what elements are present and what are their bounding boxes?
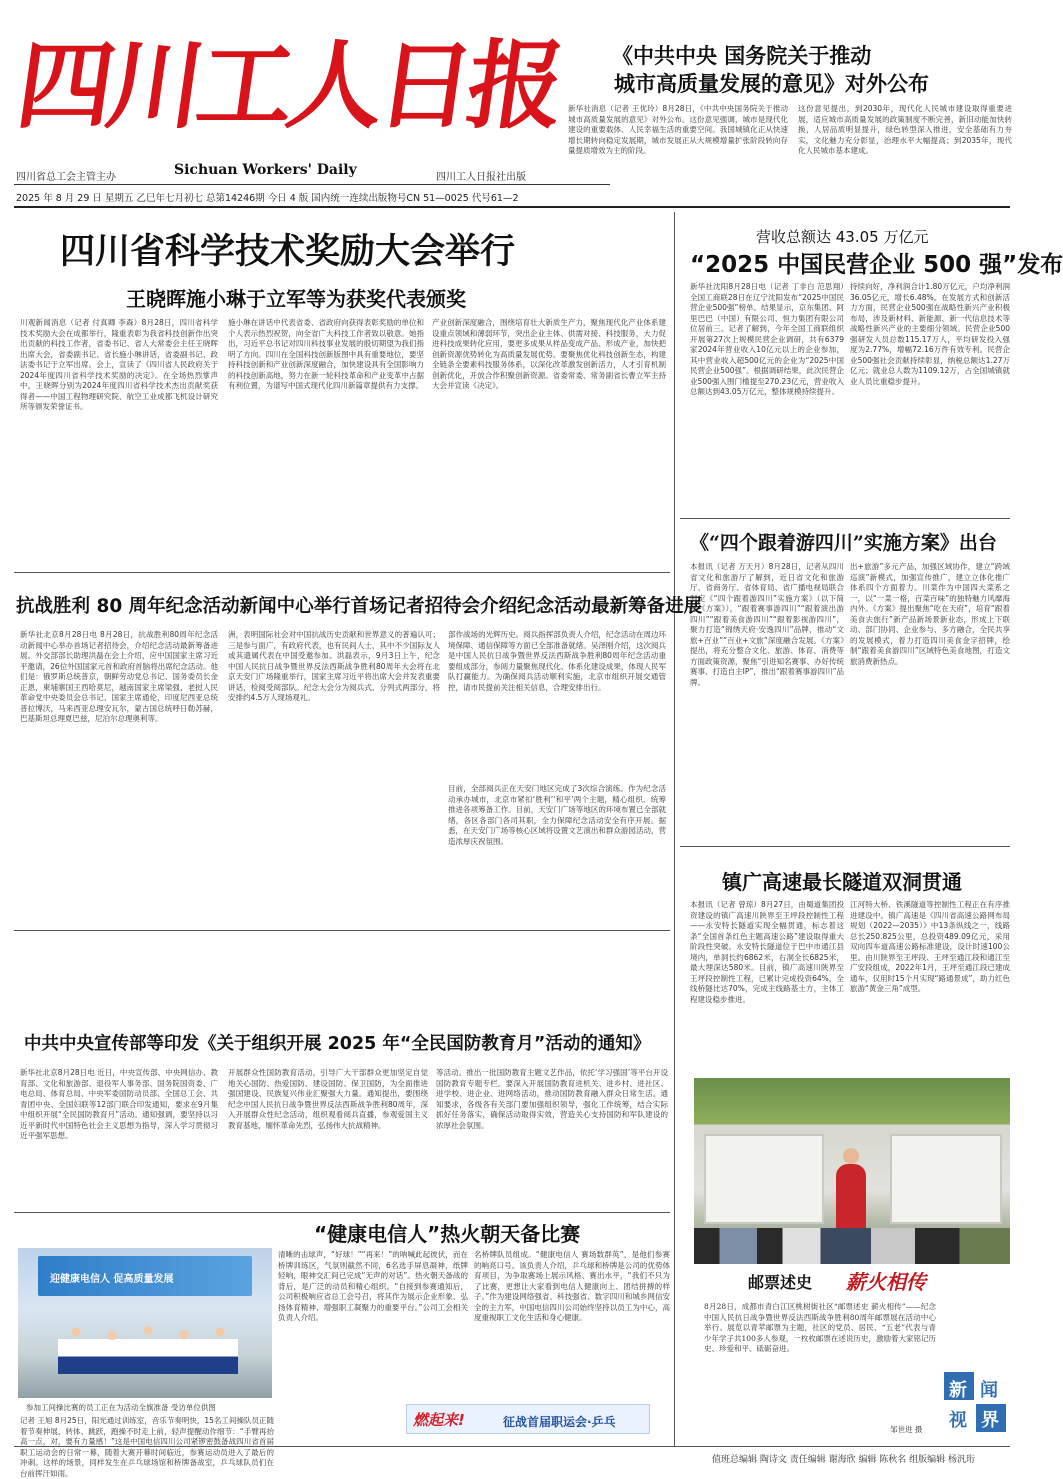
person-head — [843, 1148, 859, 1164]
private500-col2: 持续向好，净利润合计1.80万亿元，户均净利润36.05亿元，增长6.48%。在发展方式和创新活力方面，民营企业500强在战略性新兴产业积极布局，涉及新材料、新能源、新一代信息技术等战略性新兴产业的主要细分领域。民营企业500强研发人员总数115.17万人，平均研发投入强度为2.77%，增幅72.16万件有效专利。民营企业500强社会贡献持续彰显，纳税总额达1.27万亿元；就业总人数为1109.12万，占全国城镇就业人员比重稳步提升。 — [850, 282, 1010, 386]
masthead-rule — [14, 184, 610, 185]
memorial-col2: 洲，表明国际社会对中国抗战历史贡献和世界意义的普遍认可；三是参与面广，有政府代表，也有民间人士，其中不少国际友人或其遗属代表在中国受邀参加。洪磊表示，9月3日上午，纪念中国人民抗日战争暨世界反法西斯战争胜利80周年大会将在北京天安门广场隆重举行，国家主席习近平将出席大会并发表重要讲话，检阅受阅部队。纪念大会分为阅兵式、分列式两部分，将安排约4.5万人现场观礼。 — [228, 630, 440, 702]
lead-subhead: 王晓晖施小琳于立军等为获奖代表颁奖 — [126, 287, 466, 311]
right-divider-2 — [680, 846, 1010, 847]
top-divider — [14, 206, 1010, 208]
tunnel-headline[interactable]: 镇广高速最长隧道双洞贯通 — [722, 870, 962, 894]
performers — [58, 1318, 238, 1388]
telecom-col1: 记者 王旭 8月25日，阳光通过训练室，音乐节奏明快，15名工间操队员正随着节奏伸展、转体、跳跃，跑操不时走上前，轻声提醒动作细节：“手臂再抬高一点，对，要有力量感！”这是中国电信四川公司紧锣密鼓备战四川省首届职工运动会的日常一幕，随着大赛开幕时间临近，参赛运动员进入了最后的冲刺。这样的场景，同样发生在乒乓球场馆和桥牌备战室，乒乓球队员们在台前挥汗如雨。 — [20, 1416, 274, 1478]
stamp-title: 邮票述史 — [748, 1273, 813, 1292]
lead-headline[interactable]: 四川省科学技术奖励大会举行 — [60, 231, 516, 272]
defense-headline[interactable]: 中共中央宣传部等印发《关于组织开展 2025 年“全民国防教育月”活动的通知》 — [24, 1034, 651, 1054]
right-divider-1 — [680, 518, 1010, 519]
exhibit-board-2 — [890, 1134, 1002, 1224]
tag-char-1: 新 — [949, 1380, 967, 1401]
person-red-vest — [836, 1164, 866, 1234]
memorial-col3: 部作战场的光辉历史。阅兵指挥部负责人介绍，纪念活动在周边环境保障、通信保障等方面已全部准备就绪。吴泽刚介绍，这次阅兵是中国人民抗日战争暨世界反法西斯战争胜利80周年纪念活动重要组成部分，参阅力量聚焦现代化、体系化建设成果，体现人民军队打赢能力。为确保阅兵活动顺利实施，北京市组织开展交通管控，请市民提前关注相关信息，合理安排出行。 — [448, 630, 666, 692]
tourism-col1: 本报讯（记者 万天月）8月28日，记者从四川省文化和旅游厅了解到，近日省文化和旅游厅、省商务厅、省体育局、省广播电视局联合制定《“四个跟着游四川”实施方案》（以下简称《方案》），“跟着赛事游四川”“跟着演出游四川”“跟着美食游四川”“跟着影视游四川”，聚力打造“锦绣天府·安逸四川”品牌，推动“文旅+百业”“百业+文旅”深度融合发展。《方案》提出，将充分整合文化、旅游、体育、消费等方面政策资源，聚焦“引进知名赛事、办好传统赛事、打造自主IP”，推出“跟着赛事游四川”品牌。 — [690, 562, 844, 687]
english-title: Sichuan Workers' Daily — [174, 162, 357, 178]
memorial-headline[interactable]: 抗战胜利 80 周年纪念活动新闻中心举行首场记者招待会介绍纪念活动最新筹备进展 — [16, 596, 703, 617]
masthead — [10, 12, 610, 204]
news-view-tag — [944, 1372, 1010, 1436]
stamp-exhibit-photo — [694, 1078, 1010, 1264]
lead-col2: 施小琳在讲话中代表省委、省政府向获得表彰奖励的单位和个人表示热烈祝贺，向全省广大科技工作者致以敬意。她指出，习近平总书记对四川科技事业发展的殷切期望为我们指明了方向。四川在全国科技创新版图中具有重要地位，要坚持科技创新和产业创新深度融合，加快建设具有全国影响力的科技创新高地，努力在新一轮科技革命和产业变革中占据有利位置，为谱写中国式现代化四川新篇章提供有力支撑。 — [228, 318, 424, 390]
top-right-headline-1[interactable]: 《中共中央 国务院关于推动 — [612, 43, 872, 68]
telecom-headline[interactable]: “健康电信人”热火朝天备比赛 — [314, 1222, 581, 1246]
tourism-col2: 出+旅游”多元产品，加强区域协作，建立“跨域巡演”新模式，加强宣传推广，建立立体化推广体系四个方面着力。川菜作为中国四大菜系之一，以“一菜一格，百菜百味”的独特魅力风靡海内外。《方案》提出聚焦“吃在天府”，培育“跟着美食去旅行”新产品新场景新业态，形成上下联动、部门协同、企业参与、多方融合，全民共享的发展模式，着力打造四川美食金字招牌，绘制“跟着美食游四川”区域特色美食地图，打造文旅消费新热点。 — [850, 562, 1010, 666]
footer-credits: 值班总编辑 陶诗文 责任编辑 谢海欣 编辑 陈秋名 组版编辑 杨汎珩 — [712, 1455, 976, 1465]
telecom-col2: 清晰的击球声，“好球！”“再来！”的呐喊此起彼伏，而在桥牌训练区，气氛则截然不同，6名选手屏息凝神，纸牌轻响，眼神交汇间已完成“无声的对话”。热火朝天备战的背后，是广泛的动员和精心组织。“自接到参赛通知后，公司积极响应省总工会号召，将其作为展示企业形象、弘扬体育精神、增强职工凝聚力的重要平台。”公司工会相关负责人介绍。 — [278, 1250, 468, 1322]
memorial-col4: 目前，全部阅兵正在天安门地区完成了3次综合演练。作为纪念活动承办城市，北京市紧扣‘胜利’‘和平’两个主题，精心组织、统筹推进各项筹备工作。目前，天安门广场等地区的环境布置已全部就绪，各区各部门各司其职，全力保障纪念活动安全有序开展。据悉，在天安门广场等核心区域将设置文艺演出和群众游园活动，营造浓厚庆祝氛围。 — [448, 784, 666, 846]
tag-char-4: 界 — [981, 1410, 999, 1431]
sponsor-text: 四川省总工会主管主办 — [16, 172, 116, 183]
top-right-col1: 新华社消息（记者 王优玲）8月28日，《中共中央国务院关于推动城市高质量发展的意见》对外公布。这份意见强调，城市是现代化建设的重要载体、人民幸福生活的重要空间。我国城镇化正从快速增长期转向稳定发展期，城市发展正从大规模增量扩张阶段转向存量提质增效为主的阶段。 — [568, 104, 788, 155]
publisher-text: 四川工人日报社出版 — [436, 172, 526, 183]
telecom-col3: 名桥牌队员组成。“健康电信人 赛场数群英”，是他们参赛的响亮口号。该负责人介绍，乒乓球和桥牌是公司的优势体育项目，为争取赛场上展示风格、赛出水平，“我们不只为了比赛，更想让大家看到电信人健康向上、团结拼搏的样子。”作为建设网络强省、科技强省、数字四川和城乡网信安全的主力军，中国电信四川公司始终坚持以员工为中心，高度重视职工文化生活和身心健康。 — [474, 1250, 670, 1322]
telecom-photo — [18, 1248, 272, 1398]
tourism-headline[interactable]: 《“四个跟着游四川”实施方案》出台 — [690, 532, 997, 554]
tunnel-col1: 本报讯（记者 曾琼）8月27日，由蜀道集团投资建设的镇广高速川陕界至王坪段控制性工程——永安特长隧道实现全幅贯通，标志着这条“全国首条红色主题高速公路”建设取得重大阶段性突破。永安特长隧道位于巴中市通江县境内，单洞长约6862米，右洞全长6825米，最大埋深达580米。目前，镇广高速川陕界至王坪段控制性工程，已累计完成投资64%，全线桥隧比达70%，完成主线路基土方，主体工程建设稳步推进。 — [690, 900, 844, 1004]
banner-text: 迎健康电信人 促高质量发展 — [50, 1274, 174, 1285]
private500-col1: 新华社沈阳8月28日电（记者 丁非白 范思翔）全国工商联28日在辽宁沈阳发布“2025中国民营企业500强”榜单。结果显示，京东集团、阿里巴巴（中国）有限公司、恒力集团有限公司位居前三。记者了解到，今年全国工商联组织开展第27次上规模民营企业调研，共有6379家2024年营业收入10亿元以上的企业参加，其中营业收入超500亿元的企业为“2025中国民营企业500强”。根据调研结果，此次民营企业500强入围门槛提至270.23亿元，营业收入总额达到43.05万亿元，整体规模持续提升。 — [690, 282, 844, 396]
telecom-photo-caption: 参加工间操比赛的员工正在为活动全旗准备 受访单位供图 — [26, 1403, 216, 1412]
top-right-col2: 这份意见提出，到2030年，现代化人民城市建设取得重要进展，适应城市高质量发展的政策制度不断完善，新旧动能加快转换，人居品质明显提升，绿色转型深入推进，安全基础有力夯实，文化魅力充分彰显，治理水平大幅提高；到2035年，现代化人民城市基本建成。 — [798, 104, 1012, 155]
lead-col1: 川观新闻消息（记者 付真卿 李森）8月28日，四川省科学技术奖励大会在成都举行，隆重表彰为我省科技创新作出突出贡献的科技工作者，省委书记、省人大常委会主任王晓晖出席大会，省委副书记、省长施小琳讲话，省委副书记、政法委书记于立军出席。会上，宣读了《四川省人民政府关于2024年度四川省科学技术奖励的决定》。在全场热烈掌声中，王晓晖分别为2024年度四川省科学技术杰出贡献奖获得者——中国工程物理研究院、航空工业成都飞机设计研究所等颁发荣誉证书。 — [20, 318, 218, 411]
telecom-top-rule — [14, 1212, 670, 1213]
ad-text: 征战首届职运会·乒乓 — [503, 1415, 616, 1429]
tag-char-2: 闻 — [980, 1380, 998, 1401]
exhibit-board-1 — [704, 1134, 824, 1224]
memorial-top-rule — [14, 572, 670, 573]
tunnel-col2: 江河特大桥、铁溪隧道等控制性工程正在有序推进建设中。镇广高速是《四川省高速公路网布局规划（2022—2035）》中13条纵线之一，线路总长250.825公里，总投资489.09亿元，采用双向四车道高速公路标准建设，设计时速100公里。由川陕界至王坪段、王坪至通江段和通江至广安段组成，2022年1月，王坪至通江段已建成通车，仅用时15个月实现“路通景成”，助力红色旅游“黄金三角”成型。 — [850, 900, 1010, 993]
stamp-title-script: 薪火相传 — [846, 1270, 926, 1294]
ad-script: 燃起来! — [413, 1411, 465, 1429]
defense-top-rule — [14, 930, 670, 931]
top-right-story — [552, 40, 1012, 200]
top-right-headline-2[interactable]: 城市高质量发展的意见》对外公布 — [614, 71, 929, 96]
visitors-row — [694, 1228, 1010, 1264]
defense-col1: 新华社北京8月28日电 近日，中央宣传部、中央网信办、教育部、文化和旅游部、退役军人事务部、国务院国资委、广电总局、体育总局、中央军委国防动员部、全国总工会、共青团中央、全国妇联等12部门联合印发通知，要求在9月集中组织开展“全民国防教育月”活动。通知强调，要坚持以习近平新时代中国特色社会主义思想为指导，深入学习贯彻习近平强军思想。 — [20, 1068, 218, 1140]
private500-headline[interactable]: “2025 中国民营企业 500 强”发布 — [690, 252, 1063, 278]
stamp-credit: 邹世进 摄 — [890, 1425, 923, 1434]
lead-col3: 产业创新深度融合，围绕培育壮大新质生产力，聚焦现代化产业体系建设重点领域和薄弱环节，突出企业主体、供需对接、科技服务，大力促进科技成果转化应用，要更多成果从样品变成产品、形成产业，加快把创新资源优势转化为高质量发展优势。要聚焦优化科技创新生态，构建全链条全要素科技服务体系，以深化改革激发创新活力，人才引育机制创新优化，开放合作积聚创新资源。省委常委、常务副省长曹立军主持大会并宣读《决定》。 — [432, 318, 666, 390]
defense-col2: 开展群众性国防教育活动，引导广大干部群众更加坚定自觉地关心国防、热爱国防、建设国防、保卫国防，为全面推进强国建设、民族复兴伟业汇聚强大力量。通知提出，要围绕纪念中国人民抗日战争暨世界反法西斯战争胜利80周年，深入开展群众性纪念活动，组织观看阅兵直播，参观爱国主义教育基地，缅怀革命先烈，弘扬伟大抗战精神。 — [228, 1068, 428, 1130]
newspaper-logo: 四川工人日报 — [10, 29, 567, 142]
defense-col3: 等活动。推出一批国防教育主题文艺作品，依托‘学习强国’等平台开设国防教育专题专栏。要深入开展国防教育进机关、进乡村、进社区、进学校、进企业、进网络活动，推动国防教育融入群众日常生活。通知要求，各级各有关部门要加强组织领导，强化工作统筹，结合实际抓好任务落实，确保活动取得实效，营造关心支持国防和军队建设的浓厚社会氛围。 — [436, 1068, 668, 1130]
tag-char-3: 视 — [949, 1410, 967, 1431]
dateline: 2025 年 8 月 29 日 星期五 乙巳年七月初七 总第14246期 今日 4 版 国内统一连续出版物号CN 51—0025 代号61—2 — [16, 193, 519, 204]
private500-kicker: 营收总额达 43.05 万亿元 — [756, 228, 929, 246]
col-divider-v1 — [674, 212, 675, 1446]
memorial-col1: 新华社北京8月28日电 8月28日，抗战胜利80周年纪念活动新闻中心举办首场记者招待会，介绍纪念活动最新筹备进展。外交部部长助理洪磊在会上介绍，应中国国家主席习近平邀请，26位外国国家元首和政府首脑将出席纪念活动。他们是：俄罗斯总统普京，朝鲜劳动党总书记、国务委员长金正恩，柬埔寨国王西哈莫尼，越南国家主席梁强，老挝人民革命党中央委员会总书记、国家主席通伦，印度尼西亚总统普拉博沃，马来西亚总理安瓦尔，蒙古国总统呼日勒苏赫，巴基斯坦总理夏巴兹，尼泊尔总理奥利等。 — [20, 630, 218, 723]
stamp-text: 8月28日，成都市青白江区桃树街社区“邮票述史 薪火相传”——纪念中国人民抗日战争暨世界反法西斯战争胜利80周年邮票展在活动中心举行。展览以青苹邮票为主题，社区的党员、居民、“五老”代表与青少年学子共100多人参观，一枚枚邮票在述说历史，激励着大家铭记历史、珍爱和平、砥砺奋进。 — [704, 1302, 936, 1353]
sports-ad[interactable] — [406, 1404, 650, 1434]
footer-rule — [14, 1446, 1010, 1447]
